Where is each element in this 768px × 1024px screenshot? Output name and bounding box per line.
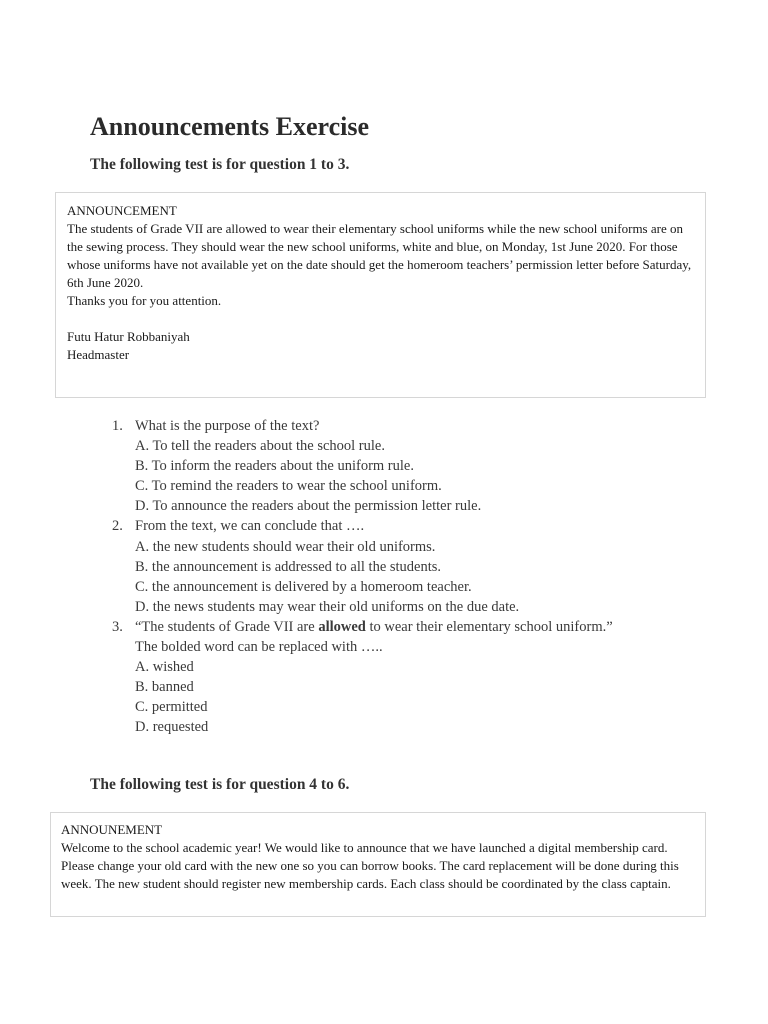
question-1 bbox=[112, 416, 672, 516]
question-2-text: From the text, we can conclude that …. bbox=[135, 518, 365, 535]
section-2-heading: The following test is for question 4 to 6. bbox=[90, 776, 350, 793]
question-1-text: What is the purpose of the text? bbox=[135, 418, 320, 434]
question-2-option-b: B. the announcement is addressed to all the students. bbox=[135, 558, 442, 575]
announcement-1-signer: Futu Hatur Robbaniyah bbox=[67, 329, 190, 344]
page-title: Announcements Exercise bbox=[90, 112, 370, 141]
question-1-number: 1. bbox=[112, 418, 123, 434]
question-3-option-d: D. requested bbox=[135, 719, 209, 736]
question-3-text-before: “The students of Grade VII are bbox=[135, 618, 319, 635]
announcement-1-label: ANNOUNCEMENT bbox=[67, 203, 177, 218]
question-3-option-b: B. banned bbox=[135, 679, 194, 696]
announcement-1-role: Headmaster bbox=[67, 347, 130, 362]
question-2-option-a: A. the new students should wear their old uniforms. bbox=[135, 538, 436, 555]
question-1-option-d: D. To announce the readers about the permission letter rule. bbox=[135, 498, 482, 515]
question-3-prompt: The bolded word can be replaced with ….. bbox=[135, 639, 383, 656]
announcement-1-body: The students of Grade VII are allowed to wear their elementary school uniforms while the new school uniforms are on the sewing process. They should wear the new school uniforms, white and blue, on Monday, 1st June 2020. For those whose uniforms have not available yet on the date should get the homeroom teachers’ permission letter before Saturday, 6th June 2020. bbox=[67, 221, 692, 290]
question-3-option-a: A. wished bbox=[135, 659, 194, 676]
question-3 bbox=[112, 617, 672, 738]
question-3-number: 3. bbox=[112, 618, 123, 635]
question-1-option-b: B. To inform the readers about the uniform rule. bbox=[135, 458, 414, 475]
question-2 bbox=[112, 516, 672, 616]
question-2-option-d: D. the news students may wear their old uniforms on the due date. bbox=[135, 598, 520, 615]
spacer bbox=[67, 310, 695, 328]
section-1-heading: The following test is for question 1 to 3. bbox=[90, 156, 350, 173]
question-list bbox=[112, 416, 672, 738]
announcement-box-1 bbox=[55, 192, 706, 398]
question-3-text-after: to wear their elementary school uniform.” bbox=[365, 618, 613, 635]
announcement-2-label: ANNOUNEMENT bbox=[61, 822, 163, 837]
announcement-2-body: Welcome to the school academic year! We would like to announce that we have launched a digital membership card. Please change your old card with the new one so you can borrow books. The card replacement will be done during this week. The new student should register new membership cards. Each class should be coordinated by the class captain. bbox=[61, 840, 679, 891]
question-3-text bbox=[135, 617, 672, 637]
announcement-1-thanks: Thanks you for you attention. bbox=[67, 293, 222, 308]
question-2-number: 2. bbox=[112, 518, 123, 535]
question-3-bold-word: allowed bbox=[318, 618, 366, 635]
question-1-option-c: C. To remind the readers to wear the school uniform. bbox=[135, 478, 442, 495]
question-1-option-a: A. To tell the readers about the school rule. bbox=[135, 438, 385, 455]
announcement-box-2 bbox=[50, 812, 706, 917]
question-2-option-c: C. the announcement is delivered by a homeroom teacher. bbox=[135, 578, 472, 595]
question-3-option-c: C. permitted bbox=[135, 699, 208, 716]
